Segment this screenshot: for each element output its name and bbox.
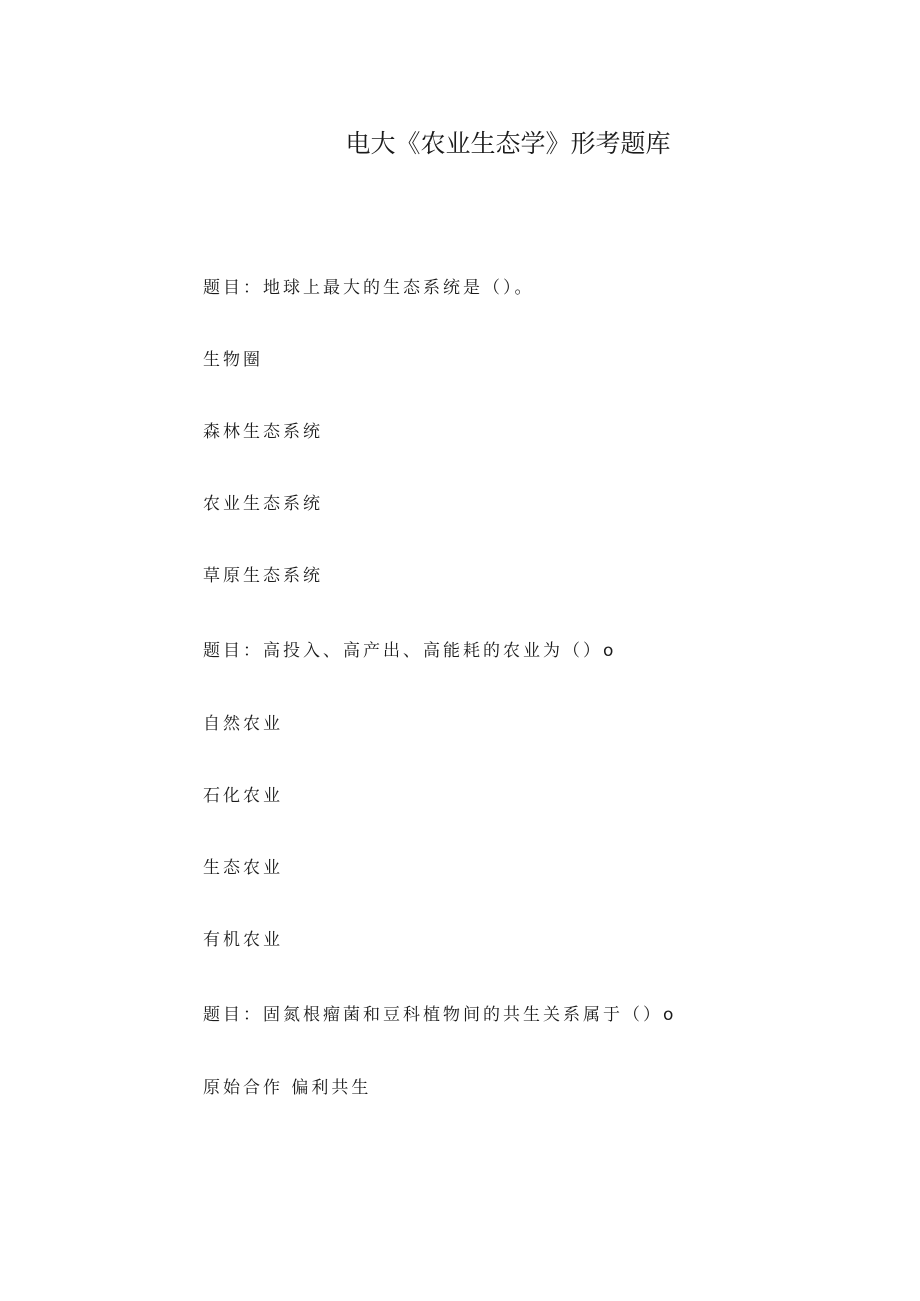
question-3-options: 原始合作 偏利共生 — [203, 1078, 372, 1098]
question-2: 题目：高投入、高产出、高能耗的农业为（）o — [203, 641, 617, 661]
question-2-option-c: 生态农业 — [203, 858, 283, 878]
page-title: 电大《农业生态学》形考题库 — [345, 129, 671, 158]
question-2-option-a: 自然农业 — [203, 714, 283, 734]
question-2-option-b: 石化农业 — [203, 786, 283, 806]
question-1: 题目：地球上最大的生态系统是（）。 — [203, 278, 535, 298]
question-1-option-b: 森林生态系统 — [203, 422, 323, 442]
question-3: 题目：固氮根瘤菌和豆科植物间的共生关系属于（）o — [203, 1005, 677, 1025]
question-2-option-d: 有机农业 — [203, 930, 283, 950]
question-1-option-d: 草原生态系统 — [203, 566, 323, 586]
question-1-option-a: 生物圈 — [203, 350, 263, 370]
question-1-option-c: 农业生态系统 — [203, 494, 323, 514]
